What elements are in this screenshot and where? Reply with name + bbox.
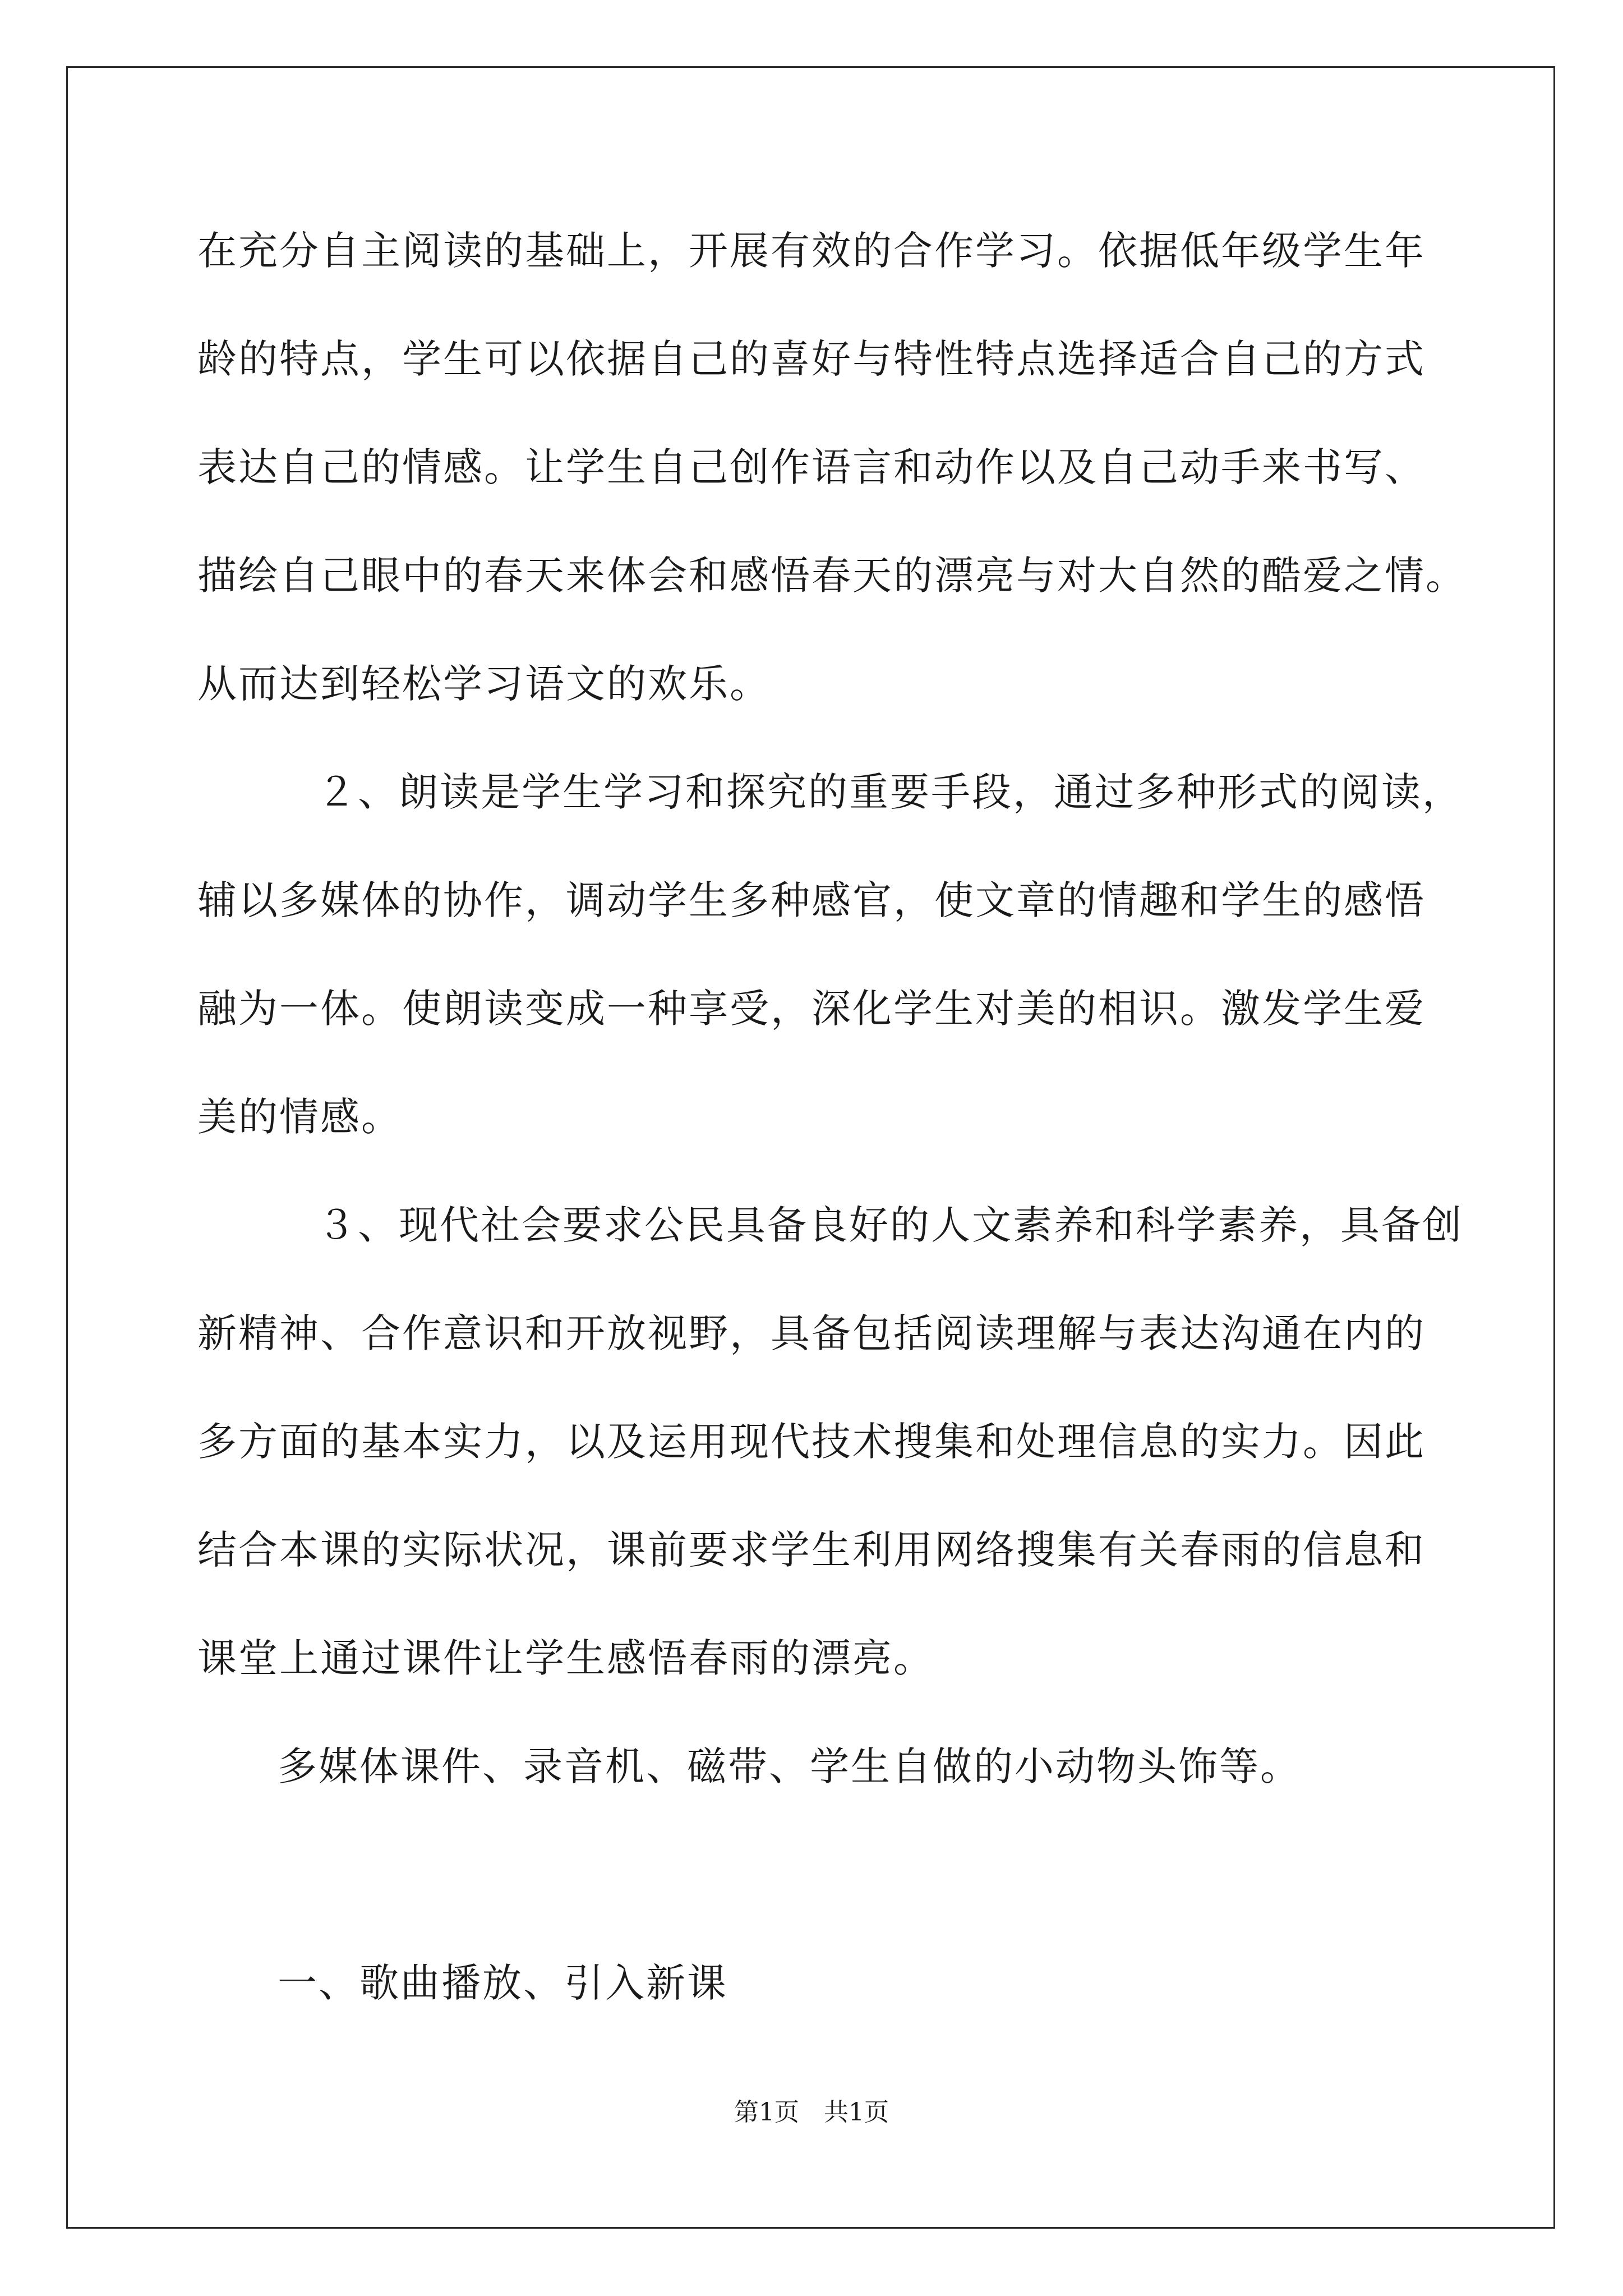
text-line: 描绘自己眼中的春天来体会和感悟春天的漂亮与对大自然的酷爱之情。 — [197, 553, 1467, 599]
blank-line — [197, 1834, 1493, 1942]
text-line: ３、现代社会要求公民具备良好的人文素养和科学素养，具备创 — [276, 1202, 1463, 1248]
text-line: 表达自己的情感。让学生自己创作语言和动作以及自己动手来书写、 — [197, 444, 1426, 490]
text-line: 美的情感。 — [197, 1094, 402, 1140]
section-heading: 一、歌曲播放、引入新课 — [237, 1960, 728, 2006]
text-line: 在充分自主阅读的基础上，开展有效的合作学习。依据低年级学生年 — [197, 228, 1426, 274]
text-line: 新精神、合作意识和开放视野，具备包括阅读理解与表达沟通在内的 — [197, 1310, 1426, 1356]
text-line: ２、朗读是学生学习和探究的重要手段，通过多种形式的阅读， — [276, 769, 1463, 815]
text-line: 多方面的基本实力，以及运用现代技术搜集和处理信息的实力。因此 — [197, 1419, 1426, 1465]
page-number: 第1页 共1页 — [734, 2098, 889, 2127]
text-line: 龄的特点，学生可以依据自己的喜好与特性特点选择适合自己的方式 — [197, 336, 1426, 382]
text-line: 融为一体。使朗读变成一种享受，深化学生对美的相识。激发学生爱 — [197, 986, 1426, 1032]
text-line: 辅以多媒体的协作，调动学生多种感官，使文章的情趣和学生的感悟 — [197, 877, 1426, 923]
text-line: 从而达到轻松学习语文的欢乐。 — [197, 661, 771, 707]
document-body — [197, 210, 1493, 2050]
text-line: 多媒体课件、录音机、磁带、学生自做的小动物头饰等。 — [237, 1743, 1301, 1789]
text-line: 课堂上通过课件让学生感悟春雨的漂亮。 — [197, 1635, 934, 1681]
text-line: 结合本课的实际状况，课前要求学生利用网络搜集有关春雨的信息和 — [197, 1527, 1426, 1573]
